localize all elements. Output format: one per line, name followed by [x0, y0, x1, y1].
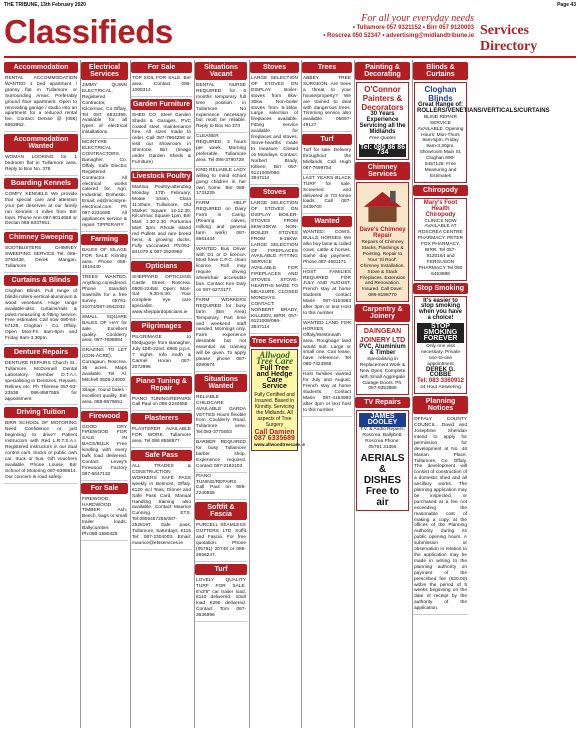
heading-opticians: Opticians: [131, 261, 192, 272]
ad-oconnor-painters: [356, 82, 409, 160]
ad-barber: BARBER REQUIRED for busy Tullamore barber shop. Experience required. Contact 087-2182103: [195, 439, 247, 473]
heading-garden-furniture: Garden Furniture: [132, 100, 191, 108]
daves-title: Dave's Chimney Repair: [359, 227, 406, 240]
ad-grazing: GRAZING TO LET (CON-ACRE). Curragaun, Roscrea. 35 acres. Maps available. Tel: Al, Mitchell 0505-24000: [81, 347, 128, 386]
chiropody-title: Mary's Foot Health Chiropody: [423, 199, 458, 218]
oconnor-sub: 30 Years Experience: [366, 111, 399, 123]
heading-turf: Turf: [302, 134, 352, 145]
ad-stoves-2: LARGE SELECTION OF STOVES ON DISPLAY BOILER-STOVES FROM 6KW-30KW. NON-BOILER STOVES FROM 5-15KW. LARGE SELECTION OF FIREPLACES AVAILABLE. FITTING SERVICE AVAILABLE FOR FIREPLACES AND STOVES. STOVE-HEARTHS MADE TO MEASURE. CLOSED MONDAYS. CONTACT: NORBERT BRADY, KILLEEN, BIRR. 057-9121009/086-3847114: [250, 200, 299, 334]
heading-trees: Trees: [302, 62, 352, 73]
masthead-rule: [4, 56, 576, 58]
cloghan-sub: Great Range of: ROLLERS/VENETIANS/VERTICALS/CURTAINS: [417, 102, 550, 114]
masthead: [4, 11, 576, 55]
heading-stoves: Stoves: [250, 62, 299, 73]
heading-planning-notices: Planning Notices: [413, 396, 468, 414]
ad-medjugorje: PILGRIMAGE to Medjugorje from Banagher, July 15th-22nd. €865 p.p.s. 7 nights. Info Aodh & Carmel Horan 087-2072996: [131, 334, 192, 373]
page-topline: [4, 2, 576, 11]
dooley-big: AERIALS & DISHES Free to air: [360, 452, 405, 508]
ad-allwood: [251, 349, 305, 451]
heading-wanted: Wanted: [302, 216, 352, 227]
chimney-house-icon: [359, 185, 406, 225]
contact-block: [306, 13, 474, 40]
heading-painting: Painting & Decorating: [355, 62, 410, 80]
tagline: For all your everyday needs: [361, 13, 474, 24]
ad-host-families-2: Host families wanted for July and August. French stay at home students. Contact Marie 087-4154983 after 3pm or text host to this number: [302, 371, 352, 416]
ad-martina-poultry: Martina Poultry-attending Monday 17th February, Moate 10am, Clara 11.30am, Tullamore, Old Market Square 12-12.30, Kilcormac Square 1pm, Birr Mart 1.30-2.30 Portumna Mart 3pm. Rhode island red Pullets and rare breed hens, & growing ducks. Fully vaccinated. Ph:091-841079 & 087-2520960: [131, 184, 192, 259]
ad-birr-school-motoring: BIRR SCHOOL OF MOTORING Need Confidence or just beginning to drive? Patient Instructors with Red L.R.T.S.A.I. Registered instructors in our dual control cars, trucks or public own car, truck or bus. Gift vouchers available. Phone Louise, Birr School of Motoring 087-6396614. Our concern is road safety.: [4, 420, 78, 483]
ad-woman-flat: WOMAN LOOKING for 1 bedroom flat in Tullamore area. Reply to Box No. 378: [4, 154, 78, 176]
chiropody-body: CLINICS NOW AVAILABLE AT ROSCREA CENTRE PHARMACY. PETER FOX PHARMACY, BIRR. Tel 057-9120164 and FERGUSON PHARMACY Tel 090 6453898: [417, 218, 464, 277]
ad-piano-tuning: PIANO TUNING/REPAIRS Call Paul on 086-2240555: [131, 396, 192, 412]
heading-for-sale-2: For Sale: [81, 483, 128, 494]
heading-blinds-curtains: Blinds & Curtains: [413, 62, 468, 80]
heading-livestock-poultry: Livestock Poultry: [132, 172, 191, 180]
heading-for-sale: For Sale: [131, 62, 192, 73]
ad-top-soil: TOP SOIL FOR SALE. Birr area. Contact 086-1008314.: [131, 75, 192, 97]
smoking-tel: Tel: 083 3360912: [417, 378, 464, 385]
heading-accommodation: Accommodation: [4, 62, 78, 73]
ad-farm-workers: FARM WORKERS REQUIRED for busy farm (Birr Area) Temporary. Part time and weekend staff needed. Mornings only. Farm experience desirable but not essential as training will be given. To apply please phone 087-9280674: [195, 297, 247, 372]
ad-plasterer: PLASTERER AVAILABLE FOR WORK. Tullamore area. Tel 086 8558877: [131, 426, 192, 448]
ad-hay-bales: SMALL SQUARE BALES OF HAY for sale. Excellent quality. Coolderry area. 087-7698884: [81, 314, 128, 348]
column-8: [412, 60, 550, 728]
allwood-sub: Full Tree and Hedge Care Service: [256, 365, 293, 391]
daves-body: Repairs of Chimney Stacks, Flashings & Pointing. Repair to Your 'Sl Roof'. Chimney Installation. Stove & Stack Fireplaces. Extension and Renovation. Insured. Call Dave: 086-8198770: [359, 240, 406, 299]
ad-stoves-1: LARGE SELECTION OF STOVES ON DISPLAY. Boiler-stoves from 6kw-30kw. Non-boiler stoves from 5-15kw. Large selection of fireplaces available. Fitting service available for fireplaces and stoves. Stove-hearths made to measure. Closed on Mondays. Contact: Norbert Brady, Killeen, Birr 057-9121009/086-3847114: [250, 75, 299, 185]
daingean-body: Specialising in Replacement Work & New Opes. Complete with Small Aggregate Garage Doors. Ph: 057-9353888: [359, 356, 406, 392]
heading-denture-repairs: Denture Repairs: [4, 347, 78, 358]
smoking-big: STOP SMOKING FOREVER: [417, 323, 464, 343]
services-directory-title: Services Directory: [480, 23, 538, 54]
ad-daves-chimney: [356, 182, 409, 302]
column-1: [4, 60, 78, 728]
allwood-web: www.allwoodtreecare.ie: [254, 442, 305, 448]
heading-accommodation-wanted: Accommodation Wanted: [4, 134, 78, 152]
heading-pilgrimages: Pilgrimages: [131, 321, 192, 332]
smoking-title: It's easier to stop smoking when you have a choice!: [418, 297, 462, 322]
ad-daingean-joinery: [356, 324, 409, 395]
column-6: [301, 60, 352, 728]
ad-cloghan-blinds: Cloghan Blinds. Full range of blinds-rollers-vertical-aluminium & wood venetians. Huge range available-also curtains/rails & poles-measuring & fitting service. Free estimates Call now 090-64-57128, Cloghan - Co. Offaly. Open Mon-Fri 9am-6pm and Friday 9am-3.30pm: [4, 288, 78, 345]
ad-denture-repairs: DENTURE REPAIRS Church St., Tullamore. McDonnell Dental Laboratory. Member D.T.A.I. specialising in Dentures, Repairs, Relines etc. Ph Therese 057-93-23536 086-8587555 for appointment: [4, 360, 78, 405]
allwood-title: Allwood Tree Care: [256, 350, 293, 367]
contact-phones: • Tullamore 057 9321152 • Birr 057 9120003: [352, 25, 474, 31]
oconnor-quotes: Free Quotes: [369, 135, 396, 141]
daingean-title: DAINGEAN JOINERY LTD: [359, 328, 406, 345]
ad-dental-nurse: DENTAL NURSE REQUIRED for 6 months temporary full time position in Tullamore. No experience necessary but must be reliable. Reply to Box No 373: [195, 82, 247, 133]
ad-bus-driver: WANTED Bus Driver with D1 or D licence. Must have C.P.C. clean licence. Roll may require driving wheelchair accessible bus. Contact Ken Daly on 087-6273177.: [195, 246, 247, 297]
allwood-call: Call Damien 087 6335689: [254, 429, 295, 443]
ad-mcintyre: MCINTYRE ELECTRICAL CONTRACTORS. Banagher, Co. Offaly. Safe Electric Registered Contractor. All electrical works catered for. Agri, Industrial, Domestic. Email: ed@mcintyre-electrical.com. Ph 087-2231686 All appliances service & repair. TIPPERARY: [81, 139, 128, 232]
heading-curtains-blinds: Curtains & Blinds: [4, 275, 78, 286]
heading-piano-tuning: Piano Tuning & Repair: [131, 376, 192, 394]
heading-situations-vacant: Situations Vacant: [195, 62, 247, 80]
oconnor-tel: Tel: 085 86 86 734: [360, 143, 406, 157]
ad-turf-hugh: Turf for sale. Delivery throughout the Midlands. Call Hugh 087-7699754: [302, 147, 352, 175]
oconnor-body: Servicing all the Midlands: [359, 122, 406, 135]
heading-farming: Farming: [81, 234, 128, 245]
ad-safe-pass: ALL TRADES & CONSTRUCTION WORKERS SAFE PASS weekly in Belmont, Offaly. €120 incl Teas, Dinner and Safe Pass Card. Manual Handling training also available. Contact Maurice Cunning ETS. Tel:0906457265/087-2528197. Safe pass, Tullamore, Saturdays. €115 Tel: 087-2304003. Email: maurice@etsservices.ie: [131, 463, 192, 550]
heading-electrical-services: Electrical Services: [81, 62, 128, 80]
column-3: [130, 60, 192, 728]
heading-situations-wanted: Situations Wanted: [195, 374, 247, 392]
smoking-sub: 24 Hour Answering: [420, 385, 461, 391]
ad-james-dooley: [356, 410, 409, 510]
ad-stop-smoking: [414, 296, 467, 395]
ad-cloghan-blinds-box: [414, 82, 550, 183]
ad-silage-bales: BALES OF SILAGE FOR SALE Kinnitty area. Phone 086-1915440: [81, 247, 128, 275]
ad-black-turf: LAST YEARS BLACK TURF for sale. Screened and delivered in 7/3 tonne loads. Call 087-3439700: [302, 175, 352, 214]
ad-marys-chiropody: [414, 198, 467, 281]
oconnor-title: O'Connor Painters & Decorators: [361, 85, 404, 112]
ad-land-horses: WANTED LAND FOR HORSES. Offaly/Westmeath area. Roughage land would suit. Large or small one. Can lease, have reference. Tel 085-7423958: [302, 320, 352, 371]
ad-cows-bulls: WANTED: COWS, BULLS, HORSES. We also buy lame & culled cows, cattle & horses. Same day payment. Phone 087-4681171: [302, 229, 352, 268]
column-4: [194, 60, 247, 728]
heading-driving-tuition: Driving Tuition: [4, 407, 78, 418]
column-7: [354, 60, 410, 728]
heading-carpentry: Carpentry & Joinery: [355, 304, 410, 322]
dooley-body: T.V. & Audio Repairs, Roscrea. Ballybritt. Roscrea Phone: 05791 31356: [360, 427, 405, 450]
heading-plasterers: Plasterers: [131, 413, 192, 424]
ad-comfy-kennels: COMFY KENNELS We provide that special care and attention your pet deserves at our family run kennels 4 miles from Birr town. Phone Ann 087-9014658 or Declan 086-8337651.: [4, 191, 78, 230]
heading-chimney-sweeping: Chimney Sweeping: [4, 232, 78, 243]
ad-trees-wanted: TREES WANTED. Anything considered. Phone Standish Sawmills for a free survey. 05791-31074/087-2842032: [81, 274, 128, 313]
heading-tree-services: Tree Services: [251, 338, 298, 346]
ad-purcell: PURCELL SEAMLESS GUTTERS LTD Soffit and Fascia. For free quotation. Phone (05791) 20748 or 086-2656247.: [195, 522, 247, 561]
ad-childcare: RELIABLE CHILDCARE AVAILABLE GARDA VETTED Hours flexible from Coolderry Road. Tullamore area. Tel:083-3775053: [195, 394, 247, 439]
contact-email: • Roscrea 050 52347 • advertising@midlandtribune.ie: [323, 33, 474, 39]
heading-chimney-services: Chimney Services: [355, 162, 410, 180]
page-number: Page 43: [557, 2, 576, 8]
ad-planning-notice: OFFALY COUNTY COUNCIL. David and Josephine Sheridan intend to apply for permission for development at No. 48 Marian Place, Tullamore, Co. Offaly. The development will consist of construction of a domestic shed and all ancillary works. The planning application may be inspected, or purchased at a fee not exceeding the reasonable cost of making a copy, at the offices of the Planning Authority during its public opening hours. A submission or observation in relation to the application may be made in writing to the planning authority on payment of the prescribed fee (€20.00) within the period of 5 weeks beginning on the date of receipt by the authority of the application.: [413, 416, 468, 615]
ad-dry-firewood: GOOD DRY FIREWOOD FOR SALE IN BAGS/BULK Free kindling with every bulk load delivered. Contact Levey's Firewood Factory 087-6647132: [81, 424, 128, 481]
ad-rental-wanted: RENTAL ACCOMMODATION WANTED 1 bed apartment / granny flat in Tullamore or Surrounding Areas. Preferably ground floor apartment. Open to renovating garage / studio into an apartment for a reduced rental fee. Contact Denise @ (086) 6663952.: [4, 75, 78, 132]
page-date: THE TRIBUNE, 13th February 2020: [4, 2, 86, 8]
ad-sheppard-opticians: SHEPPARD OPTICIANS Castle Street, Roscrea. 0505-22458. Open: Mon-Sat 9.30-5.30. Your complete eye care specialist. www.sheppardopticians.ie: [131, 274, 192, 319]
heading-tv-repairs: TV Repairs: [355, 397, 410, 408]
column-2: [80, 60, 128, 728]
heading-chiropody: Chiropody: [413, 185, 468, 196]
ad-piano-repairs-2: PIANO TUNING/REPAIRS Call Paul on 086-2240555: [195, 473, 247, 501]
ad-kind-lady: KIND RELIABLE LADY willing to mind school going children in her own home. Birr 086-1731229: [195, 167, 247, 201]
ad-sootbusters: SOOTBUSTERS CHIMNEY SWEEPING SERVICE Tel: 086-3763438, Derek Mangan, Tullamore: [4, 245, 78, 273]
dooley-title: JAMES DOOLEY: [359, 413, 406, 427]
smoking-name: DEREK G. COBBE: [425, 366, 455, 379]
heading-turf-2: Turf: [195, 564, 247, 575]
smoking-body: Only one visit necessary. Private one-to-one appointment: [420, 343, 461, 367]
heading-safe-pass: Safe Pass: [131, 450, 192, 461]
ad-shed-co: SHED CO. Steel Garden Sheds & Garages. PVC coated steel, maintenance free. All sizes made to order. Call 087-7964258 or visit our showroom in Shinrone, Birr. (Image under Garden Sheds & Furniture): [131, 112, 192, 169]
ad-host-families: HOST FAMILIES REQUIRED FOR JULY AND AUGUST. French stay at home students contact Marie 087-4154983 after 3pm or text Host to this number: [302, 269, 352, 320]
heading-soffit-fascia: Softfit & Fascia: [195, 502, 247, 520]
daingean-sub: PVC, Aluminium & Timber: [359, 344, 406, 357]
allwood-body: Fully Certified and Insured. Based in Kinnitty. Servicing the Midlands. All aspects of Tree Surgery: [254, 392, 295, 429]
cloghan-body: BLIND REPAIR SERVICE AVAILABLE. Opening Hours: Mon-Thurs 9am-5pm, Friday 9am-3.30pm. Showroom Main St, Cloghan 090-6457128. Free Measuring and Estimates: [417, 114, 464, 179]
section-title: Classifieds: [4, 13, 173, 50]
ad-jimmy-quinn: JIMMY QUINN ELECTRICAL. Registered Contractor, Kilcormac, Co.Offaly. Tel 087 6832399. Available for all types of electrical installations.: [81, 82, 128, 139]
ad-abbey-tree: ABBEY TREE SURGEON. Are trees a threat to your house/property? We are trained to deal with dangerous trees. Trimming service also available. 05097-49127: [302, 75, 352, 132]
cloghan-title: Cloghan Blinds: [424, 85, 457, 103]
heading-stop-smoking: Stop Smoking: [413, 283, 468, 294]
ad-farm-help: FARM HELP REQUIRED on Dairy Farm in Carrig. (Rearing calves, milking and general farm work) 087-6661444: [195, 200, 247, 245]
heading-stoves-2: Stoves: [250, 187, 299, 198]
ad-hardwood: FIREWOOD, HARDWOOD TIMBER Ash, Beech, bags or small trailer loads. Ballycumber. Ph:086-1580425: [81, 496, 128, 541]
ad-lovely-turf: LOVELY QUALITY TURF FOR SALE. 6'x3'6" car trailer load, €110 delivered. 10x8 load €290 delivered. Contact Tom 087-3636996: [195, 577, 247, 622]
heading-firewood: Firewood: [81, 411, 128, 422]
column-5: [249, 60, 305, 728]
ad-silage-round: Silage, round bales - excellent quality. Birr area. 086-8679651: [81, 387, 128, 409]
ad-cleaner: CLEANER REQUIRED, 3 hours per week. Morning preferable. Tullamore area. Tel 086-3790728: [195, 133, 247, 167]
heading-boarding-kennels: Boarding Kennels: [4, 178, 78, 189]
